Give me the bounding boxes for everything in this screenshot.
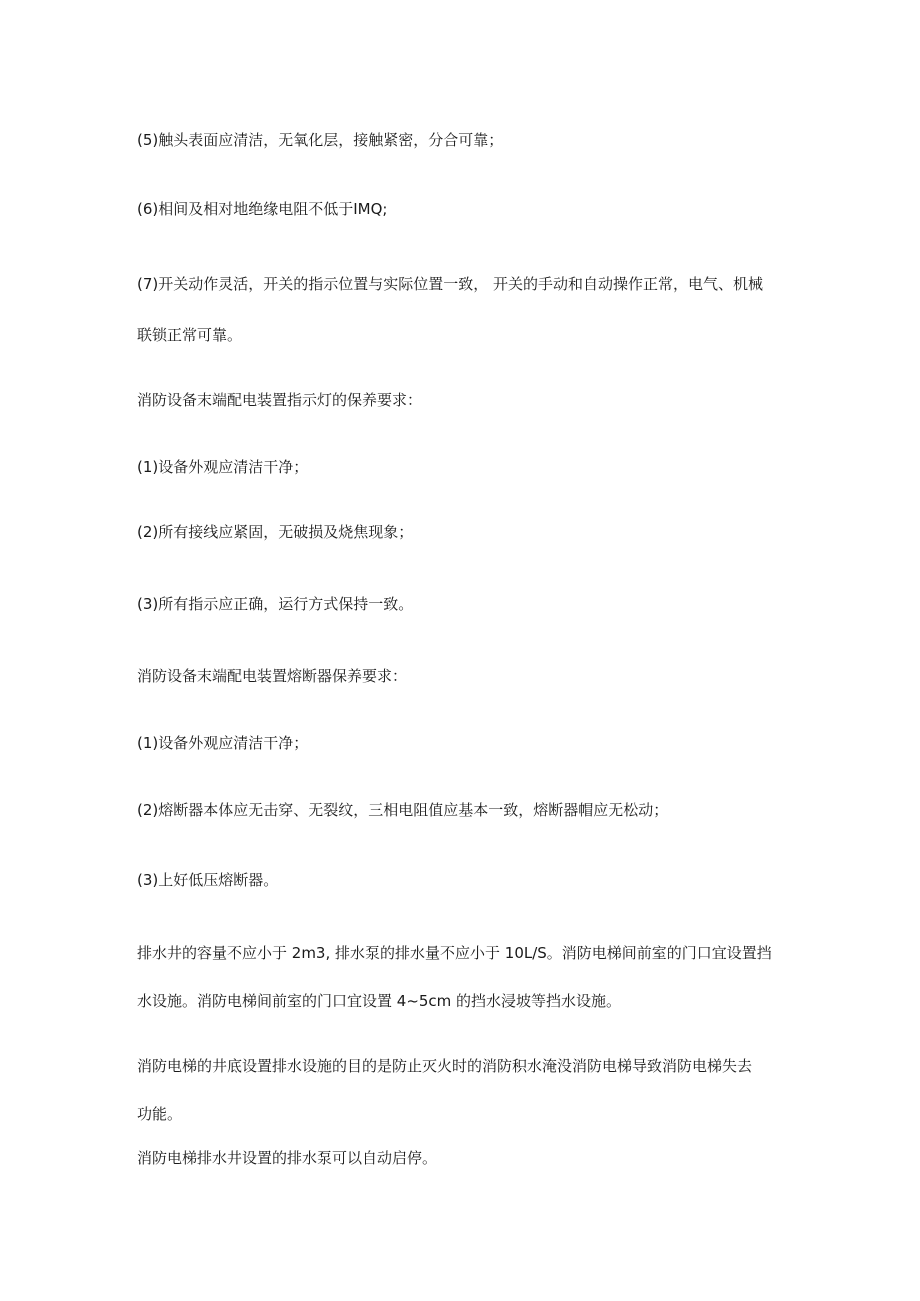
heading-fuse-maintenance: 消防设备末端配电装置熔断器保养要求： <box>137 667 408 685</box>
text-line-fuse-body: (2)熔断器本体应无击穿、无裂纹，三相电阻值应基本一致，熔断器帽应无松动； <box>137 801 669 819</box>
text-line-switch-operation: (7)开关动作灵活，开关的指示位置与实际位置一致， 开关的手动和自动操作正常，电气、机械 <box>137 275 764 293</box>
heading-indicator-light-maintenance: 消防设备末端配电装置指示灯的保养要求： <box>137 391 423 409</box>
text-line-fuse-clean: (1)设备外观应清洁干净； <box>137 734 309 752</box>
text-line-indicator-clean: (1)设备外观应清洁干净； <box>137 458 309 476</box>
text-line-indicator-wiring: (2)所有接线应紧固，无破损及烧焦现象； <box>137 523 414 541</box>
text-line-drain-purpose: 消防电梯的井底设置排水设施的目的是防止灭火时的消防积水淹没消防电梯导致消防电梯失去 <box>137 1057 753 1075</box>
text-line-fuse-install: (3)上好低压熔断器。 <box>137 871 279 889</box>
text-line-drain-well-capacity: 排水井的容量不应小于 2m3, 排水泵的排水量不应小于 10L/S。消防电梯间前室的门口宜设置挡 <box>137 944 772 962</box>
text-line-interlock: 联锁正常可靠。 <box>137 326 243 344</box>
text-line-pump-auto: 消防电梯排水井设置的排水泵可以自动启停。 <box>137 1149 438 1167</box>
text-line-indicator-correct: (3)所有指示应正确，运行方式保持一致。 <box>137 595 414 613</box>
text-line-function: 功能。 <box>137 1105 183 1123</box>
text-line-water-retaining: 水设施。消防电梯间前室的门口宜设置 4~5cm 的挡水浸坡等挡水设施。 <box>137 992 622 1010</box>
text-line-contact-surface: (5)触头表面应清洁，无氧化层，接触紧密，分合可靠； <box>137 131 504 149</box>
text-line-insulation-resistance: (6)相间及相对地绝缘电阻不低于IMQ; <box>137 200 388 218</box>
